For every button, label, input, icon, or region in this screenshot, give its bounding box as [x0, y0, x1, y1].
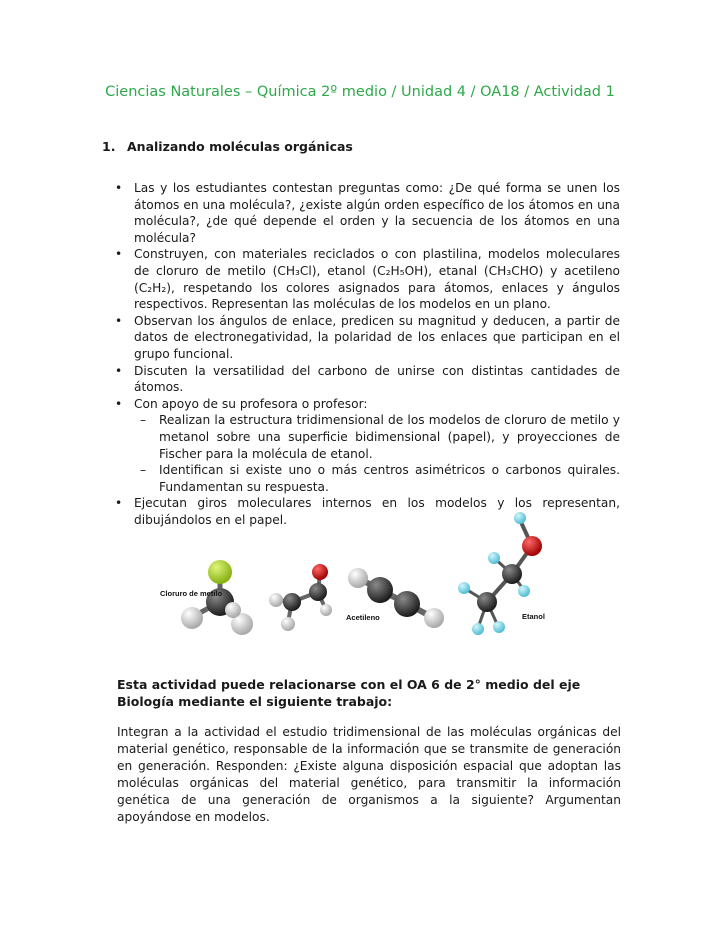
bullet-item-with-sublist: [114, 396, 620, 496]
molecular-models-image: [150, 506, 560, 646]
hydrogen-atom: [320, 604, 332, 616]
chloromethane-model: [160, 560, 253, 635]
ethanal-model: [269, 564, 332, 631]
carbon-atom: [309, 583, 327, 601]
ethanol-model: [458, 512, 545, 635]
sub-bullet-item: – Realizan la estructura tridimensional de los modelos de cloruro de metilo y metanol sobre una superficie bidimensional (papel), y proyecciones de Fischer para la molécula de etanol.: [134, 412, 620, 462]
acetylene-model: [346, 568, 444, 628]
section-title: [102, 139, 353, 154]
sub-bullet-item: – Identifican si existe uno o más centros asimétricos o carbonos quirales. Fundamentan su respuesta.: [134, 462, 620, 495]
hydrogen-atom: [514, 512, 526, 524]
chloromethane-label: Cloruro de metilo: [160, 589, 223, 598]
acetylene-label: Acetileno: [346, 613, 380, 622]
hydrogen-atom: [225, 602, 241, 618]
chlorine-atom: [208, 560, 232, 584]
relation-heading: Esta actividad puede relacionarse con el OA 6 de 2° medio del eje Biología mediante el siguiente trabajo:: [117, 677, 581, 709]
hydrogen-atom: [269, 593, 283, 607]
hydrogen-atom: [472, 623, 484, 635]
hydrogen-atom: [493, 621, 505, 633]
page-header: Ciencias Naturales – Química 2º medio / Unidad 4 / OA18 / Actividad 1: [105, 84, 615, 100]
hydrogen-atom: [458, 582, 470, 594]
oxygen-atom: [522, 536, 542, 556]
bullet-item: • Discuten la versatilidad del carbono de unirse con distintas cantidades de átomos.: [114, 363, 620, 396]
relation-paragraph: Integran a la actividad el estudio tridimensional de las moléculas orgánicas del material genético, responsable de la información que se transmite de generación en generación. Responden: ¿Existe alguna disposición espacial que adoptan las moléculas orgánicas del material genético, para transmitir la información genética de una generación de organismos a la siguiente? Argumentan apoyándose en modelos.: [117, 725, 621, 824]
carbon-atom: [394, 591, 420, 617]
hydrogen-atom: [488, 552, 500, 564]
hydrogen-atom: [518, 585, 530, 597]
carbon-atom: [283, 593, 301, 611]
hydrogen-atom: [348, 568, 368, 588]
carbon-atom: [502, 564, 522, 584]
activity-bullet-list: [114, 180, 620, 528]
hydrogen-atom: [281, 617, 295, 631]
section-number: 1.: [102, 139, 116, 154]
bullet-item: • Ejecutan giros moleculares internos en los modelos y los representan, dibujándolos en el papel.: [114, 495, 620, 528]
bullet-item: • Las y los estudiantes contestan preguntas como: ¿De qué forma se unen los átomos en una molécula?, ¿existe algún orden específico de los átomos en una molécula?, ¿de qué depende el orden y la secuencia de los átomos en una molécula?: [114, 180, 620, 246]
carbon-atom: [477, 592, 497, 612]
ethanol-label: Etanol: [522, 612, 545, 621]
hydrogen-atom: [424, 608, 444, 628]
oxygen-atom: [312, 564, 328, 580]
bullet-item-text: Con apoyo de su profesora o profesor:: [134, 396, 368, 411]
carbon-atom: [367, 577, 393, 603]
bullet-item: • Construyen, con materiales reciclados o con plastilina, modelos moleculares de cloruro de metilo (CH₃Cl), etanol (C₂H₅OH), etanal (CH₃CHO) y acetileno (C₂H₂), respetando los colores asignados para átomos, enlaces y ángulos respectivos. Representan las moléculas de los modelos en un plano.: [114, 246, 620, 312]
section-title-text: Analizando moléculas orgánicas: [127, 139, 353, 154]
hydrogen-atom: [181, 607, 203, 629]
bullet-item: • Observan los ángulos de enlace, predicen su magnitud y deducen, a partir de datos de electronegatividad, la polaridad de los enlaces que participan en el grupo funcional.: [114, 313, 620, 363]
sub-bullet-list: [134, 412, 620, 495]
molecular-models-figure: [150, 506, 560, 646]
